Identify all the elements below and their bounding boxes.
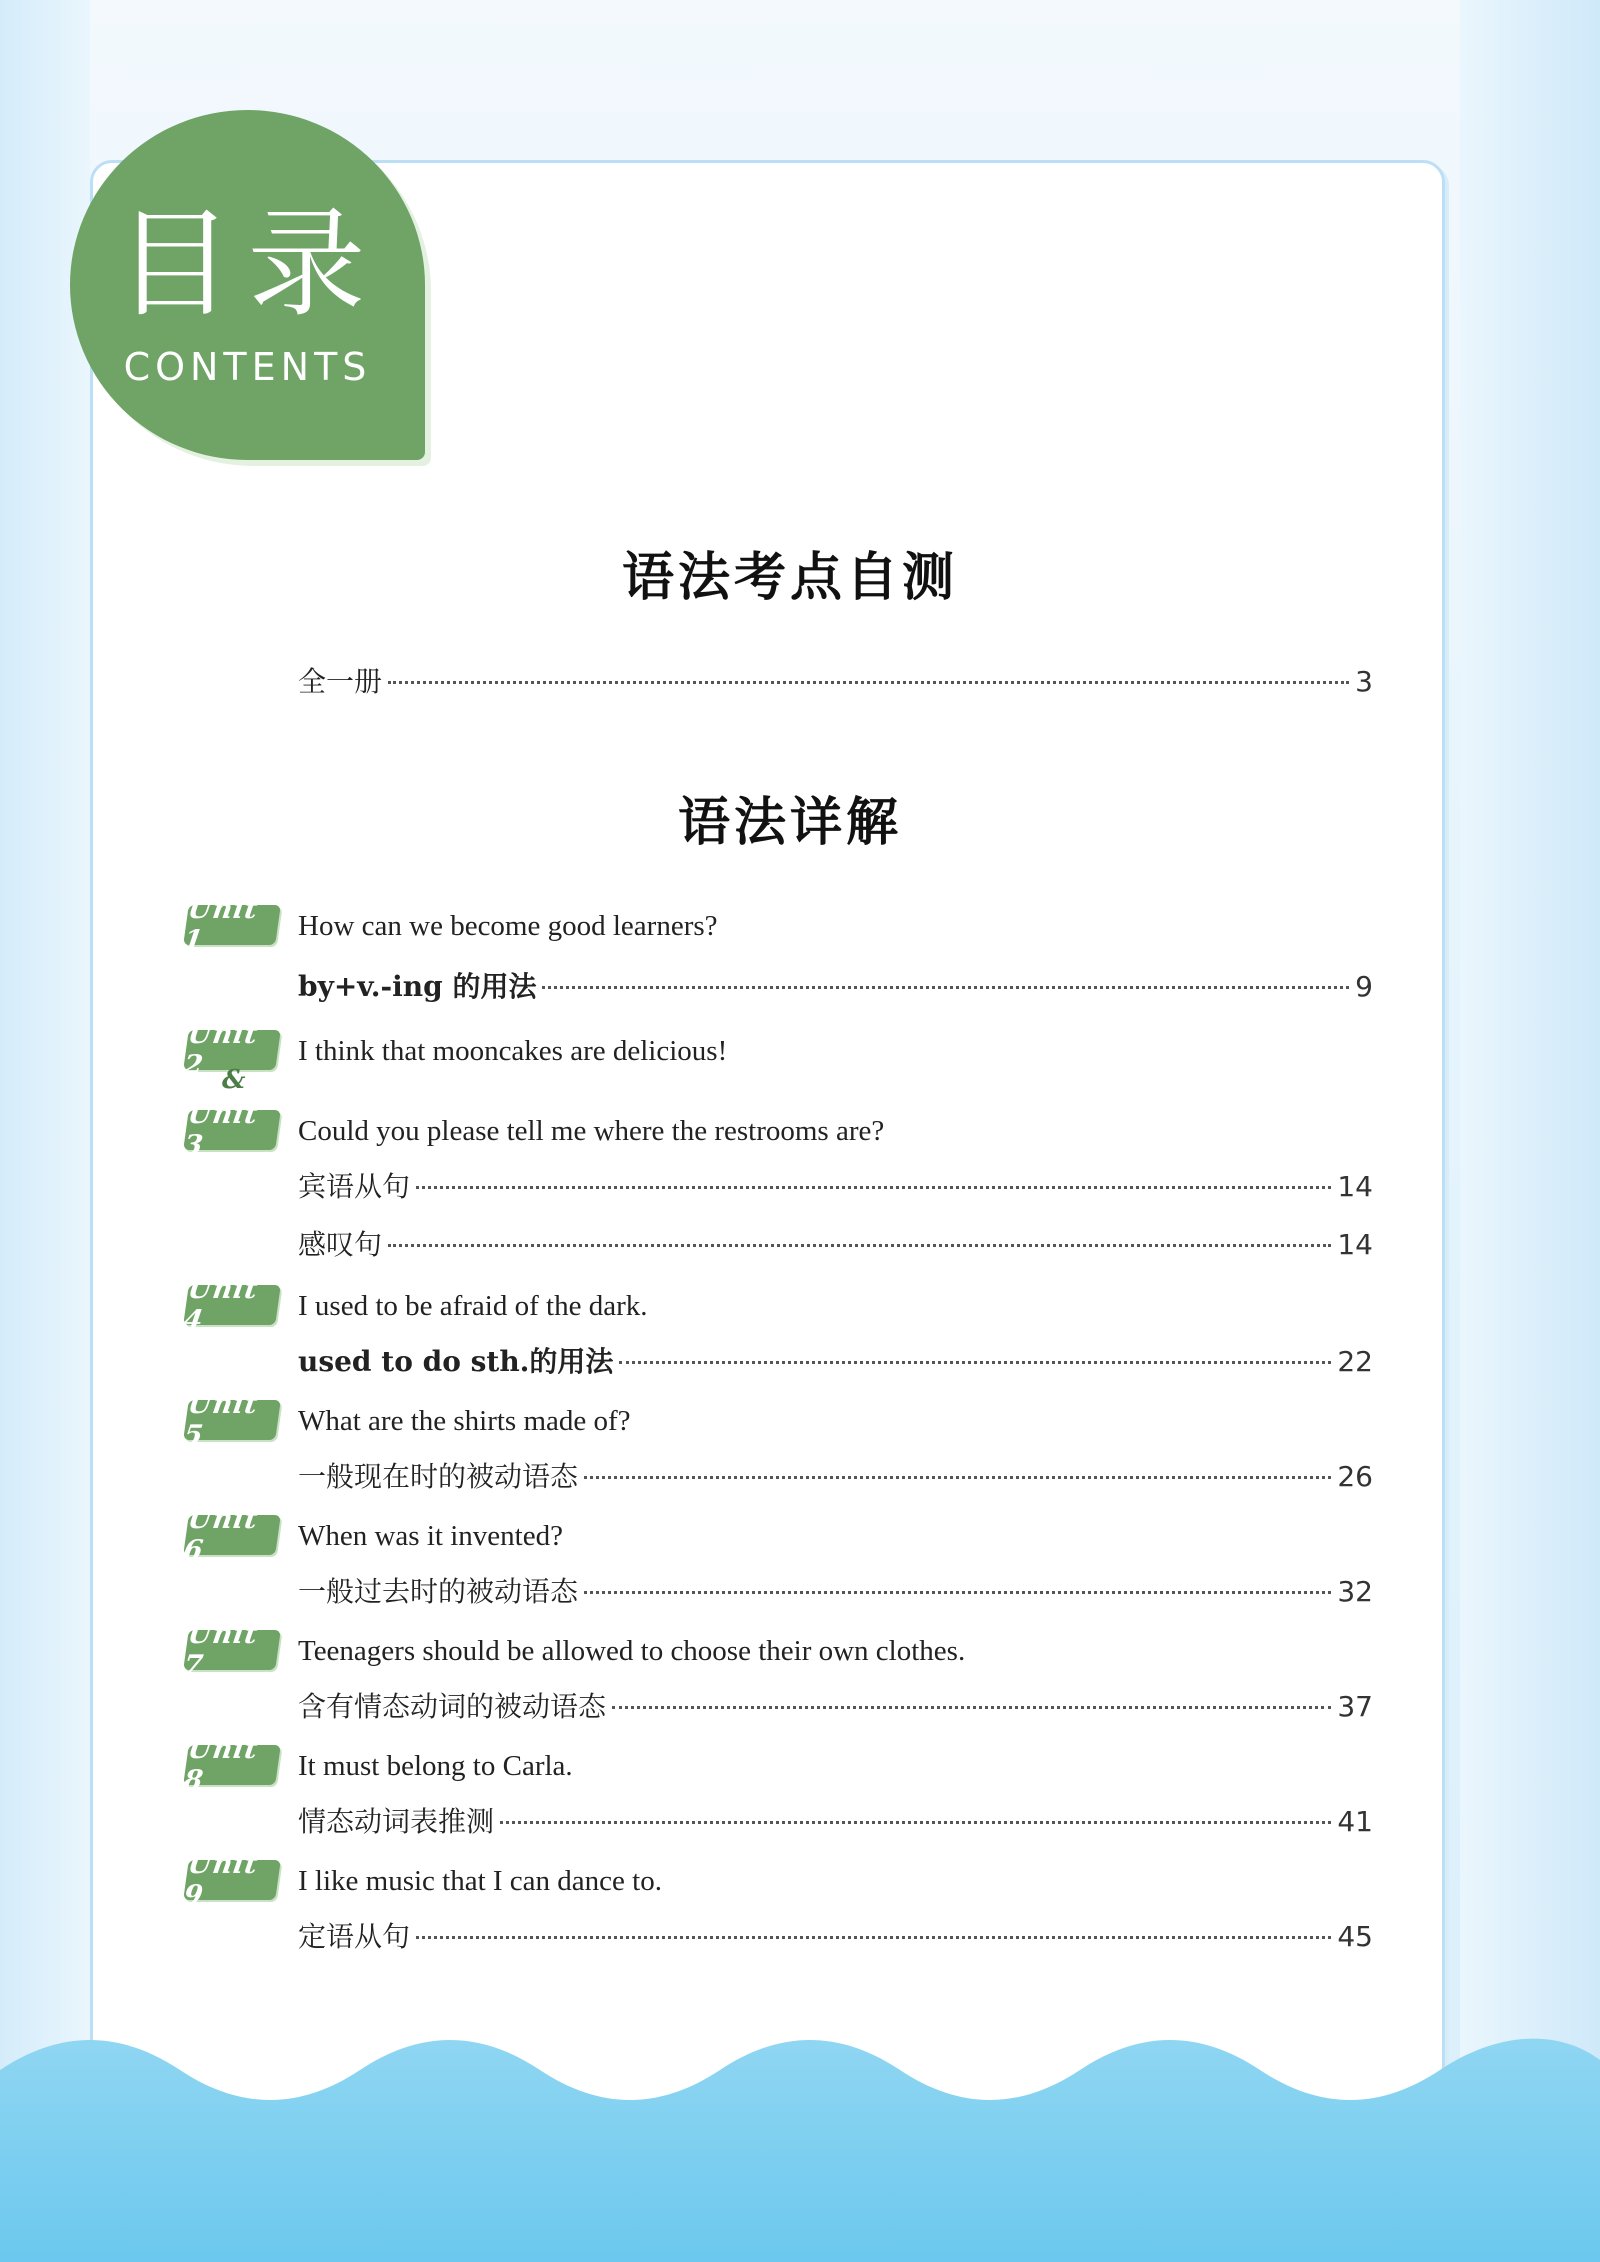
unit-badge-7: Unit 7 [183, 1630, 281, 1670]
toc-entry-page: 26 [1337, 1460, 1373, 1493]
toc-entry-page: 22 [1337, 1345, 1373, 1378]
section-title-self-test: 语法考点自测 [621, 547, 958, 608]
leader-dots [416, 1186, 1331, 1189]
toc-entry-label: 情态动词表推测 [298, 1805, 495, 1838]
unit-badge-6: Unit 6 [183, 1515, 281, 1555]
toc-entry-page: 41 [1337, 1805, 1373, 1838]
leader-dots [388, 681, 1349, 684]
toc-entry-page: 3 [1355, 665, 1373, 698]
badge-chinese-title: 目录 [115, 195, 380, 333]
leader-dots [584, 1476, 1331, 1479]
toc-entry-page: 14 [1337, 1228, 1373, 1261]
toc-entry-page: 45 [1337, 1920, 1373, 1953]
toc-entry-unit1[interactable] [298, 965, 1373, 1005]
unit-badge-2: Unit 2 [183, 1030, 281, 1070]
unit-ampersand: & [222, 1065, 246, 1095]
unit-title-5[interactable]: What are the shirts made of? [298, 1405, 631, 1437]
toc-entry-label: 感叹句 [298, 1228, 383, 1261]
section-title-details: 语法详解 [677, 792, 902, 853]
background-left-strip [0, 0, 90, 2262]
leader-dots [416, 1936, 1331, 1939]
toc-entry-label: used to do sth.的用法 [298, 1345, 614, 1378]
toc-entry-label: 一般现在时的被动语态 [298, 1460, 579, 1493]
bottom-wave-decoration [0, 2030, 1600, 2262]
toc-entry-page: 32 [1337, 1575, 1373, 1608]
unit-badge-3: Unit 3 [183, 1110, 281, 1150]
wave-shape [0, 2039, 1600, 2262]
unit-title-4[interactable]: I used to be afraid of the dark. [298, 1290, 648, 1322]
toc-entry-label: by+v.-ing 的用法 [298, 970, 537, 1003]
unit-badge-9: Unit 9 [183, 1860, 281, 1900]
leader-dots [500, 1821, 1331, 1824]
unit-badge-5: Unit 5 [183, 1400, 281, 1440]
unit-title-9[interactable]: I like music that I can dance to. [298, 1865, 662, 1897]
leader-dots [388, 1244, 1331, 1247]
unit-badge-1: Unit 1 [183, 905, 281, 945]
toc-entry-unit3-a[interactable] [298, 1165, 1373, 1205]
toc-entry-label: 一般过去时的被动语态 [298, 1575, 579, 1608]
toc-entry-unit9[interactable] [298, 1915, 1373, 1955]
leader-dots [612, 1706, 1331, 1709]
unit-title-7[interactable]: Teenagers should be allowed to choose their own clothes. [298, 1635, 966, 1667]
toc-entry-unit4[interactable] [298, 1340, 1373, 1380]
leader-dots [619, 1361, 1331, 1364]
toc-entry-unit6[interactable] [298, 1570, 1373, 1610]
unit-badge-8: Unit 8 [183, 1745, 281, 1785]
unit-title-8[interactable]: It must belong to Carla. [298, 1750, 573, 1782]
toc-entry-page: 9 [1355, 970, 1373, 1003]
contents-badge [70, 110, 425, 460]
unit-title-6[interactable]: When was it invented? [298, 1520, 563, 1552]
toc-entry-unit8[interactable] [298, 1800, 1373, 1840]
toc-entry-unit3-b[interactable] [298, 1223, 1373, 1263]
leader-dots [584, 1591, 1331, 1594]
toc-entry-page: 37 [1337, 1690, 1373, 1723]
unit-badge-4: Unit 4 [183, 1285, 281, 1325]
toc-entry-unit5[interactable] [298, 1455, 1373, 1495]
toc-entry-label: 宾语从句 [298, 1170, 411, 1203]
toc-entry-label: 含有情态动词的被动语态 [298, 1690, 607, 1723]
unit-title-3[interactable]: Could you please tell me where the restrooms are? [298, 1115, 885, 1147]
unit-title-2[interactable]: I think that mooncakes are delicious! [298, 1035, 728, 1067]
toc-entry-unit7[interactable] [298, 1685, 1373, 1725]
background-right-strip [1460, 0, 1600, 2262]
leader-dots [542, 986, 1349, 989]
toc-entry-page: 14 [1337, 1170, 1373, 1203]
toc-entry-self-test[interactable] [298, 660, 1373, 700]
badge-english-title: CONTENTS [123, 345, 372, 389]
toc-entry-label: 全一册 [298, 665, 383, 698]
unit-title-1[interactable]: How can we become good learners? [298, 910, 718, 942]
toc-entry-label: 定语从句 [298, 1920, 411, 1953]
